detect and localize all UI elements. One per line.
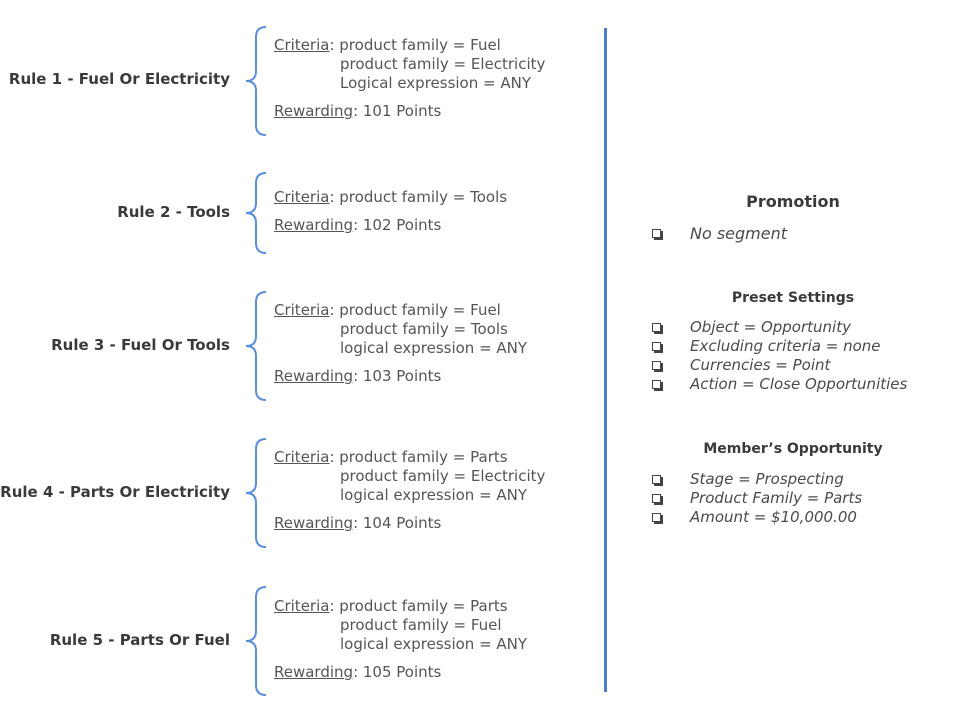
members-opportunity-title: Member’s Opportunity [703,441,883,457]
list-item-text: No segment [690,224,788,243]
rule-4-title: Rule 4 - Parts Or Electricity [0,483,230,501]
rewarding-line: Rewarding: 104 Points [274,514,442,532]
list-item-text: Object = Opportunity [690,318,851,336]
list-item-text: Currencies = Point [690,356,831,374]
criteria-value: product family = Parts [339,597,508,615]
preset-settings-list [652,318,907,394]
preset-settings-title: Preset Settings [731,290,855,306]
reward-value: 102 Points [362,216,442,234]
criteria-line: Criteria: product family = Tools [274,188,508,206]
rule-3-body [274,301,527,386]
rewarding-label: Rewarding [274,216,354,234]
criteria-line: Criteria: product family = Parts [274,597,508,615]
rule-1-body [274,36,545,121]
criteria-value: product family = Fuel [340,616,502,634]
checkbox-bullet-icon [652,323,661,332]
criteria-value: Logical expression = ANY [340,74,531,92]
list-item [652,318,907,337]
criteria-label: Criteria [274,301,330,319]
list-item [652,224,787,244]
rule-3-brace [245,291,267,401]
rule-2-title: Rule 2 - Tools [117,203,230,221]
rewarding-label: Rewarding [274,514,354,532]
checkbox-bullet-icon [652,494,661,503]
criteria-label: Criteria [274,36,330,54]
list-item [652,337,907,356]
criteria-value: product family = Tools [340,320,508,338]
rule-3-title: Rule 3 - Fuel Or Tools [51,336,230,354]
criteria-value: product family = Electricity [340,55,546,73]
checkbox-bullet-icon [652,380,661,389]
checkbox-bullet-icon [652,342,661,351]
reward-value: 105 Points [362,663,442,681]
rule-1-brace [245,26,267,136]
rewarding-line: Rewarding: 105 Points [274,663,442,681]
rule-5-brace [245,586,267,696]
promotion-list [652,224,787,244]
list-item [652,489,862,508]
promotion-title: Promotion [746,192,840,211]
criteria-label: Criteria [274,188,330,206]
rule-2-brace [245,172,267,254]
rule-1-title: Rule 1 - Fuel Or Electricity [8,70,230,88]
criteria-line: Criteria: product family = Fuel [274,36,501,54]
reward-value: 103 Points [362,367,442,385]
list-item-text: Action = Close Opportunities [690,375,908,393]
list-item-text: Amount = $10,000.00 [690,508,857,526]
checkbox-bullet-icon [652,229,661,238]
criteria-value: product family = Fuel [339,36,501,54]
checkbox-bullet-icon [652,475,661,484]
rewarding-line: Rewarding: 102 Points [274,216,442,234]
criteria-label: Criteria [274,448,330,466]
rule-5-title: Rule 5 - Parts Or Fuel [49,631,230,649]
list-item-text: Stage = Prospecting [690,470,844,488]
checkbox-bullet-icon [652,513,661,522]
members-opportunity-list [652,470,862,527]
criteria-value: logical expression = ANY [340,486,528,504]
rewarding-label: Rewarding [274,663,354,681]
reward-value: 104 Points [362,514,442,532]
criteria-line: Criteria: product family = Parts [274,448,508,466]
list-item [652,508,862,527]
rule-5-body [274,597,527,682]
rewarding-label: Rewarding [274,367,354,385]
criteria-value: product family = Fuel [339,301,501,319]
list-item-text: Product Family = Parts [690,489,863,507]
rewarding-line: Rewarding: 103 Points [274,367,442,385]
checkbox-bullet-icon [652,361,661,370]
rule-4-body [274,448,545,533]
list-item [652,356,907,375]
criteria-value: product family = Tools [339,188,508,206]
criteria-value: product family = Electricity [340,467,546,485]
list-item [652,375,907,394]
criteria-value: logical expression = ANY [340,635,528,653]
criteria-line: Criteria: product family = Fuel [274,301,501,319]
rewarding-line: Rewarding: 101 Points [274,102,442,120]
list-item [652,470,862,489]
criteria-value: product family = Parts [339,448,508,466]
list-item-text: Excluding criteria = none [690,337,881,355]
criteria-value: logical expression = ANY [340,339,528,357]
rule-2-body [274,188,507,235]
criteria-label: Criteria [274,597,330,615]
rule-4-brace [245,438,267,548]
reward-value: 101 Points [362,102,442,120]
rewarding-label: Rewarding [274,102,354,120]
vertical-divider [604,28,607,692]
